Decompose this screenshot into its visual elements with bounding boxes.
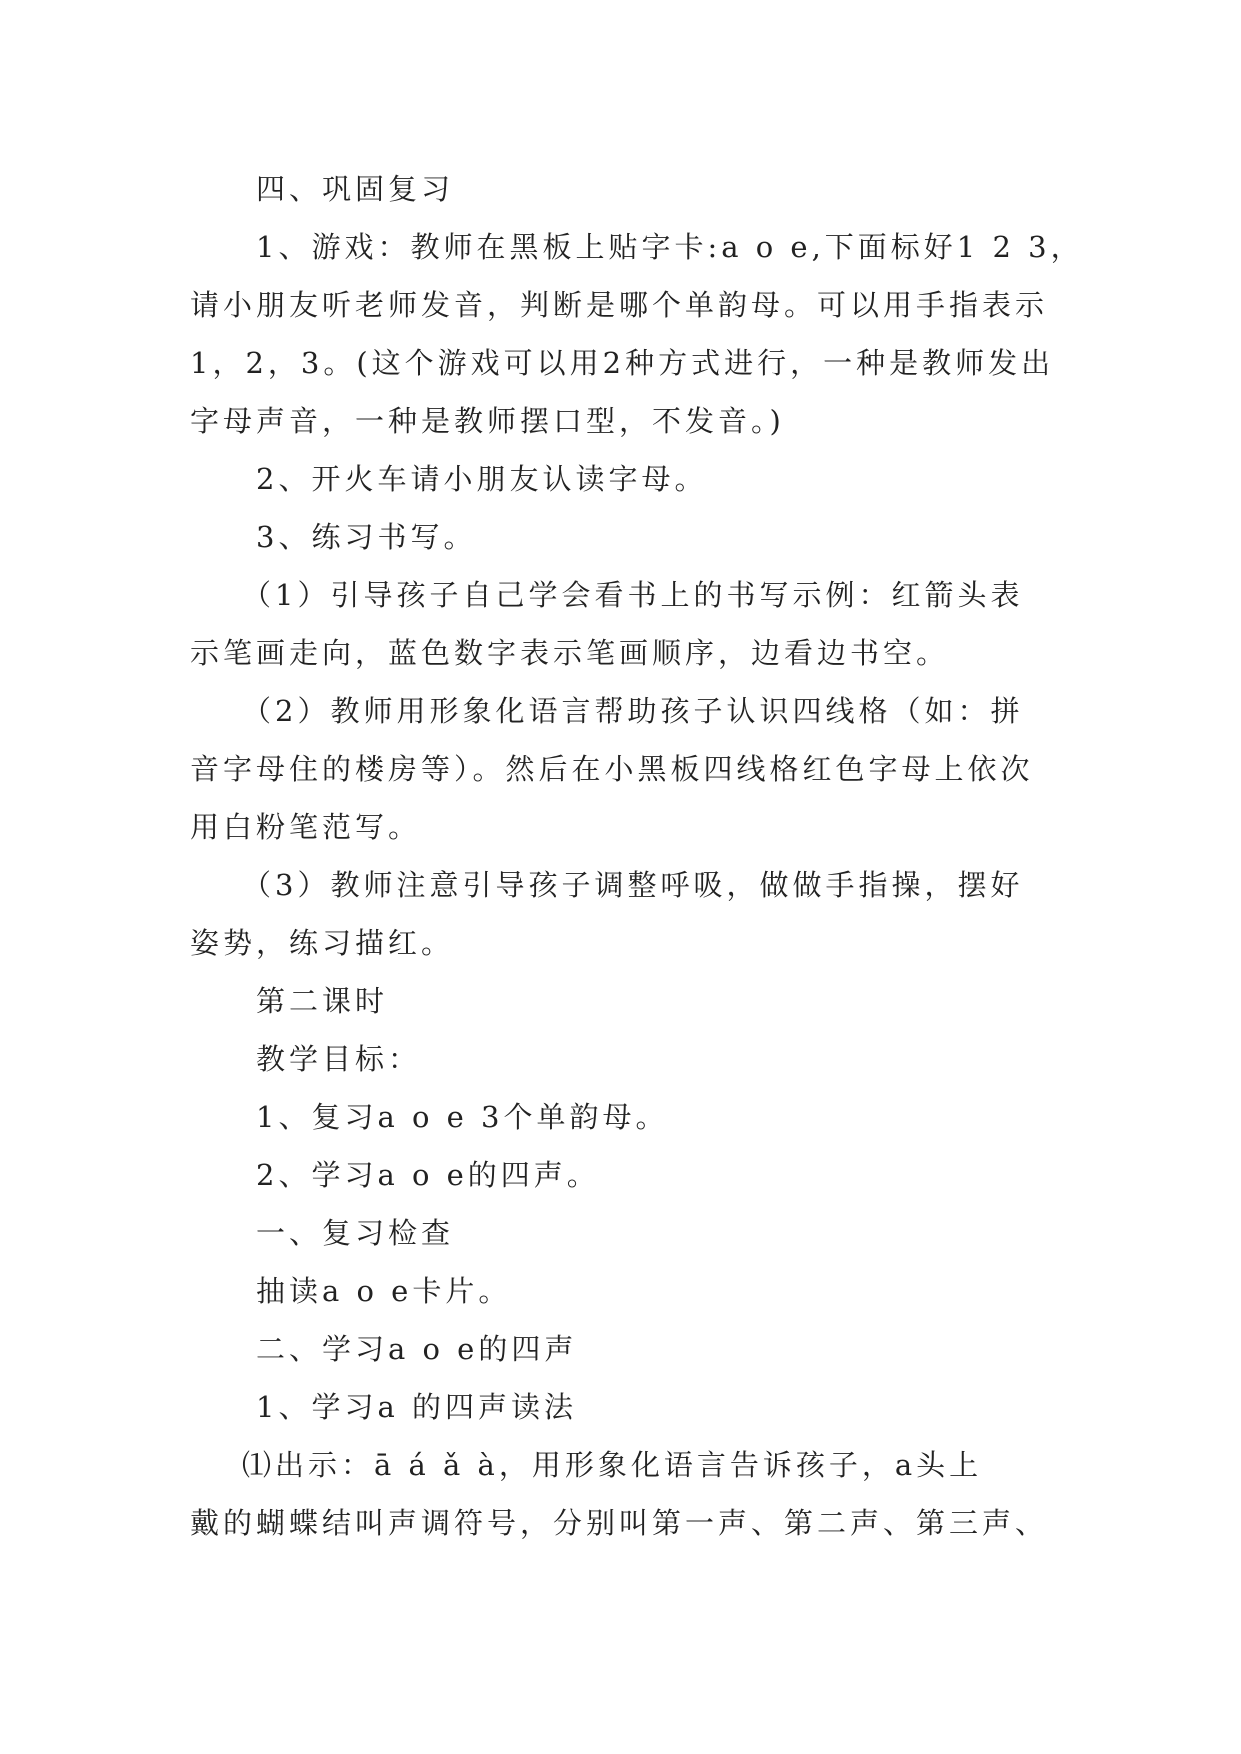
- section-heading-second-lesson: 第二课时: [256, 984, 389, 1018]
- section-heading-objectives: 教学目标：: [256, 1042, 422, 1076]
- paragraph-line: ⑴出示：ā á ǎ à，用形象化语言告诉孩子，a头上: [242, 1448, 983, 1482]
- paragraph-line: 1、学习a 的四声读法: [256, 1390, 577, 1424]
- paragraph-line: 戴的蝴蝶结叫声调符号，分别叫第一声、第二声、第三声、: [190, 1506, 1049, 1540]
- paragraph-line: 字母声音，一种是教师摆口型，不发音。): [190, 404, 785, 438]
- document-body: [190, 160, 1084, 1552]
- paragraph-line: 姿势，练习描红。: [190, 926, 455, 960]
- section-heading-review-check: 一、复习检查: [256, 1216, 455, 1250]
- paragraph-line: 请小朋友听老师发音，判断是哪个单韵母。可以用手指表示: [190, 288, 1049, 322]
- paragraph-line: 音字母住的楼房等）。然后在小黑板四线格红色字母上依次: [190, 752, 1034, 786]
- paragraph-line: 2、开火车请小朋友认读字母。: [256, 462, 708, 496]
- paragraph-line: （1）引导孩子自己学会看书上的书写示例：红箭头表: [242, 578, 1024, 612]
- paragraph-line: 3、练习书写。: [256, 520, 477, 554]
- paragraph-line: 抽读a o e卡片。: [256, 1274, 512, 1308]
- paragraph-line: （2）教师用形象化语言帮助孩子认识四线格（如：拼: [242, 694, 1024, 728]
- paragraph-line: 1、游戏：教师在黑板上贴字卡:a o e,下面标好1 2 3，: [256, 230, 1084, 264]
- paragraph-line: 2、学习a o e的四声。: [256, 1158, 600, 1192]
- paragraph-line: 用白粉笔范写。: [190, 810, 422, 844]
- paragraph-line: 1，2，3。(这个游戏可以用2种方式进行，一种是教师发出: [190, 346, 1055, 380]
- section-heading-four-tones: 二、学习a o e的四声: [256, 1332, 578, 1366]
- paragraph-line: 1、复习a o e 3个单韵母。: [256, 1100, 669, 1134]
- paragraph-line: （3）教师注意引导孩子调整呼吸，做做手指操，摆好: [242, 868, 1024, 902]
- paragraph-line: 示笔画走向，蓝色数字表示笔画顺序，边看边书空。: [190, 636, 950, 670]
- section-heading-review: 四、巩固复习: [256, 172, 455, 206]
